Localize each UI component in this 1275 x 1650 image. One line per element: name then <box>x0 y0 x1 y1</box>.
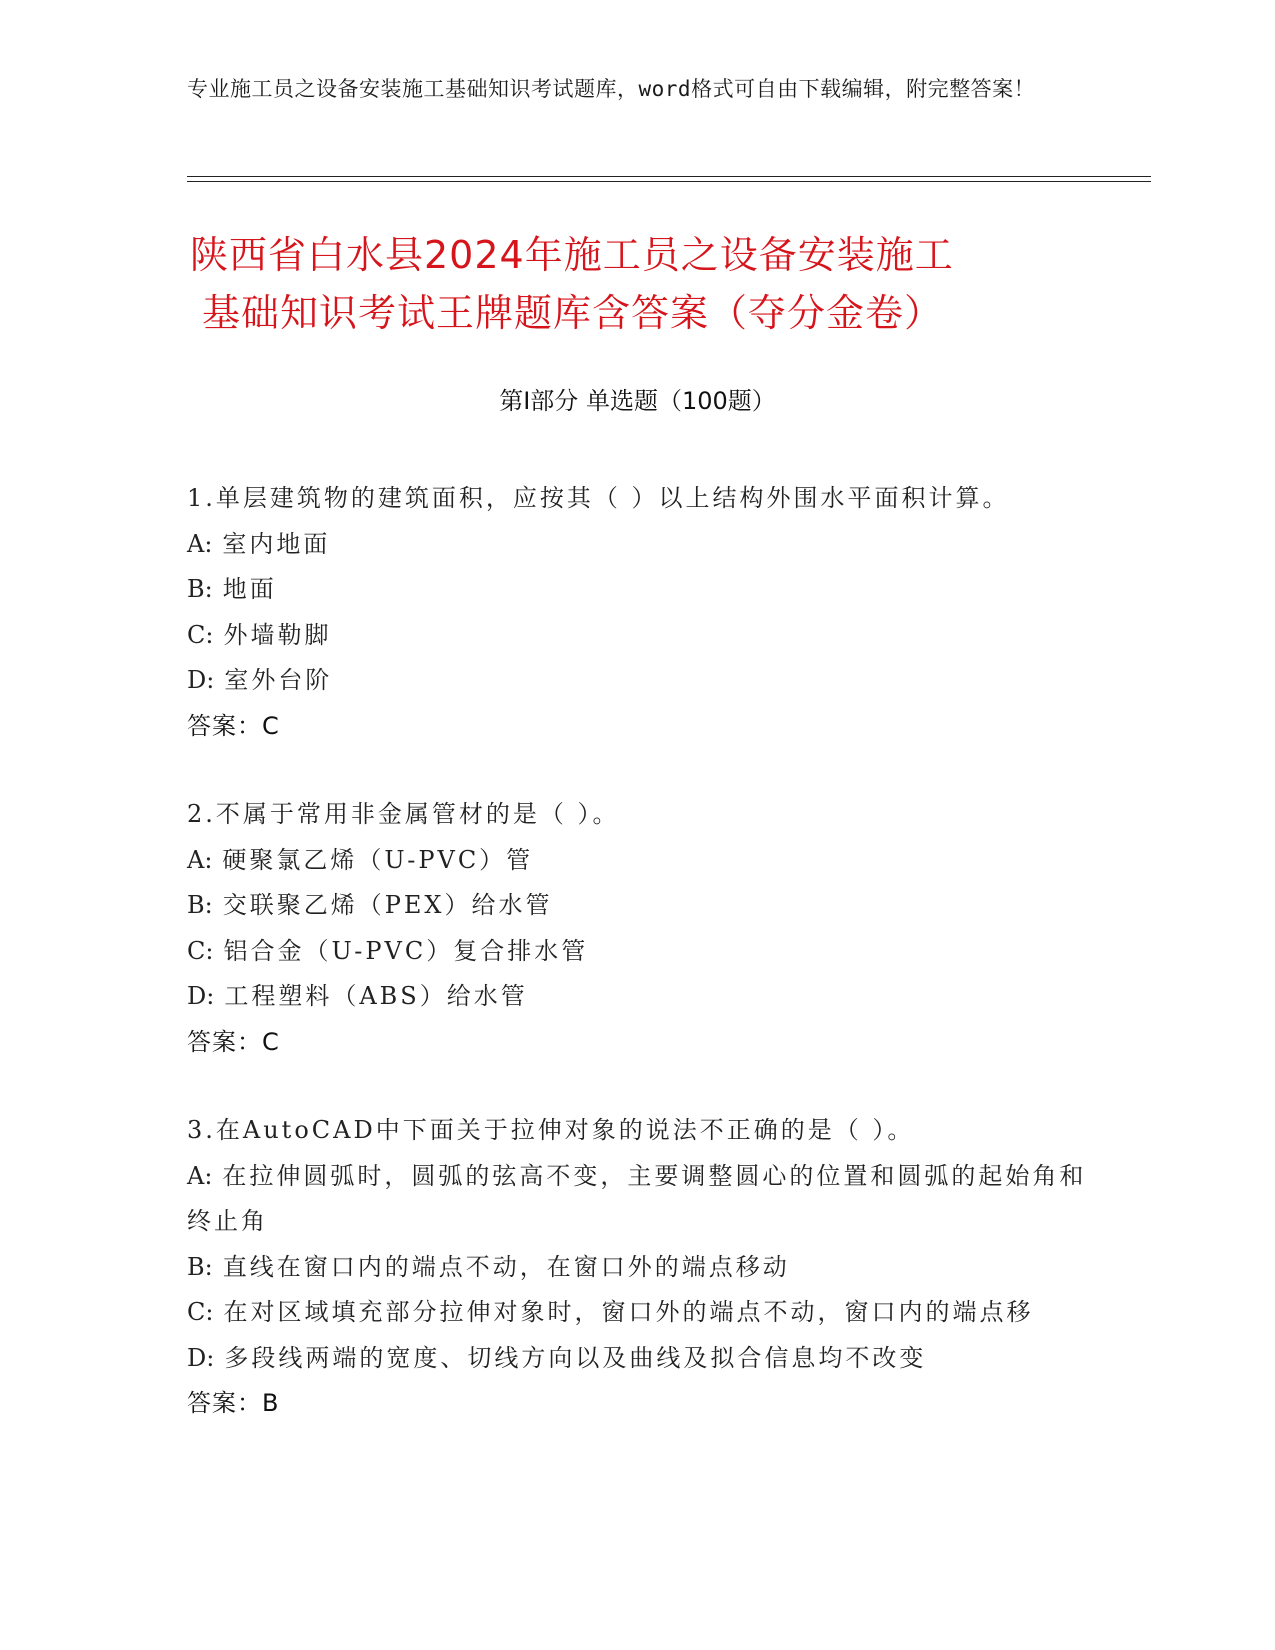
header-note: 专业施工员之设备安装施工基础知识考试题库，word格式可自由下载编辑，附完整答案！ <box>187 77 1036 101</box>
question-2 <box>187 792 1087 1065</box>
answer: 答案：C <box>187 1027 280 1056</box>
option-c <box>187 1290 1087 1336</box>
option-c <box>187 929 1087 975</box>
option-text: 多段线两端的宽度、切线方向以及曲线及拟合信息均不改变 <box>224 1343 927 1372</box>
option-text: 在拉伸圆弧时，圆弧的弦高不变，主要调整圆心的位置和圆弧的起始角和终止角 <box>187 1161 1087 1235</box>
section-title: 第Ⅰ部分 单选题（100题） <box>499 387 776 415</box>
option-text: 直线在窗口内的端点不动，在窗口外的端点移动 <box>222 1252 790 1281</box>
document-title <box>190 226 1090 342</box>
option-a <box>187 522 1087 568</box>
question-stem: 1.单层建筑物的建筑面积，应按其（ ）以上结构外围水平面积计算。 <box>187 484 1010 512</box>
option-label: B: <box>187 1252 213 1281</box>
option-label: C: <box>187 1298 214 1326</box>
option-label: C: <box>187 620 214 649</box>
option-text: 在对区域填充部分拉伸对象时，窗口外的端点不动，窗口内的端点移 <box>223 1298 1034 1326</box>
document-title-line-2: 基础知识考试王牌题库含答案（夺分金卷） <box>202 291 944 335</box>
option-label: A: <box>187 529 213 558</box>
option-label: B: <box>187 891 213 919</box>
option-d <box>187 1336 1087 1382</box>
question-stem: 3.在AutoCAD中下面关于拉伸对象的说法不正确的是（ ）。 <box>187 1116 915 1144</box>
option-b <box>187 567 1087 613</box>
option-label: D: <box>187 1343 215 1372</box>
option-label: A: <box>187 1161 213 1190</box>
answer: 答案：B <box>187 1389 280 1417</box>
option-c <box>187 613 1087 659</box>
answer: 答案：C <box>187 711 280 740</box>
option-text: 工程塑料（ABS）给水管 <box>224 982 528 1010</box>
option-text: 交联聚乙烯（PEX）给水管 <box>222 891 553 919</box>
option-text: 地面 <box>222 575 277 603</box>
header-divider-bottom <box>187 181 1151 182</box>
option-label: B: <box>187 575 213 603</box>
option-a <box>187 1154 1087 1245</box>
option-label: C: <box>187 936 214 965</box>
document-title-line-1: 陕西省白水县2024年施工员之设备安装施工 <box>190 233 954 277</box>
option-a <box>187 838 1087 884</box>
option-text: 室内地面 <box>222 529 331 558</box>
option-text: 铝合金（U-PVC）复合排水管 <box>223 936 589 965</box>
option-b <box>187 883 1087 929</box>
question-list <box>187 476 1087 1470</box>
option-text: 硬聚氯乙烯（U-PVC）管 <box>222 845 534 874</box>
option-text: 外墙勒脚 <box>223 620 332 649</box>
option-b <box>187 1245 1087 1291</box>
option-label: D: <box>187 982 215 1010</box>
header-divider-top <box>187 176 1151 177</box>
option-label: D: <box>187 666 215 694</box>
option-d <box>187 974 1087 1020</box>
question-1 <box>187 476 1087 749</box>
option-d <box>187 658 1087 704</box>
question-3 <box>187 1108 1087 1427</box>
question-stem: 2.不属于常用非金属管材的是（ ）。 <box>187 800 620 828</box>
option-text: 室外台阶 <box>224 666 333 694</box>
option-label: A: <box>187 845 213 874</box>
